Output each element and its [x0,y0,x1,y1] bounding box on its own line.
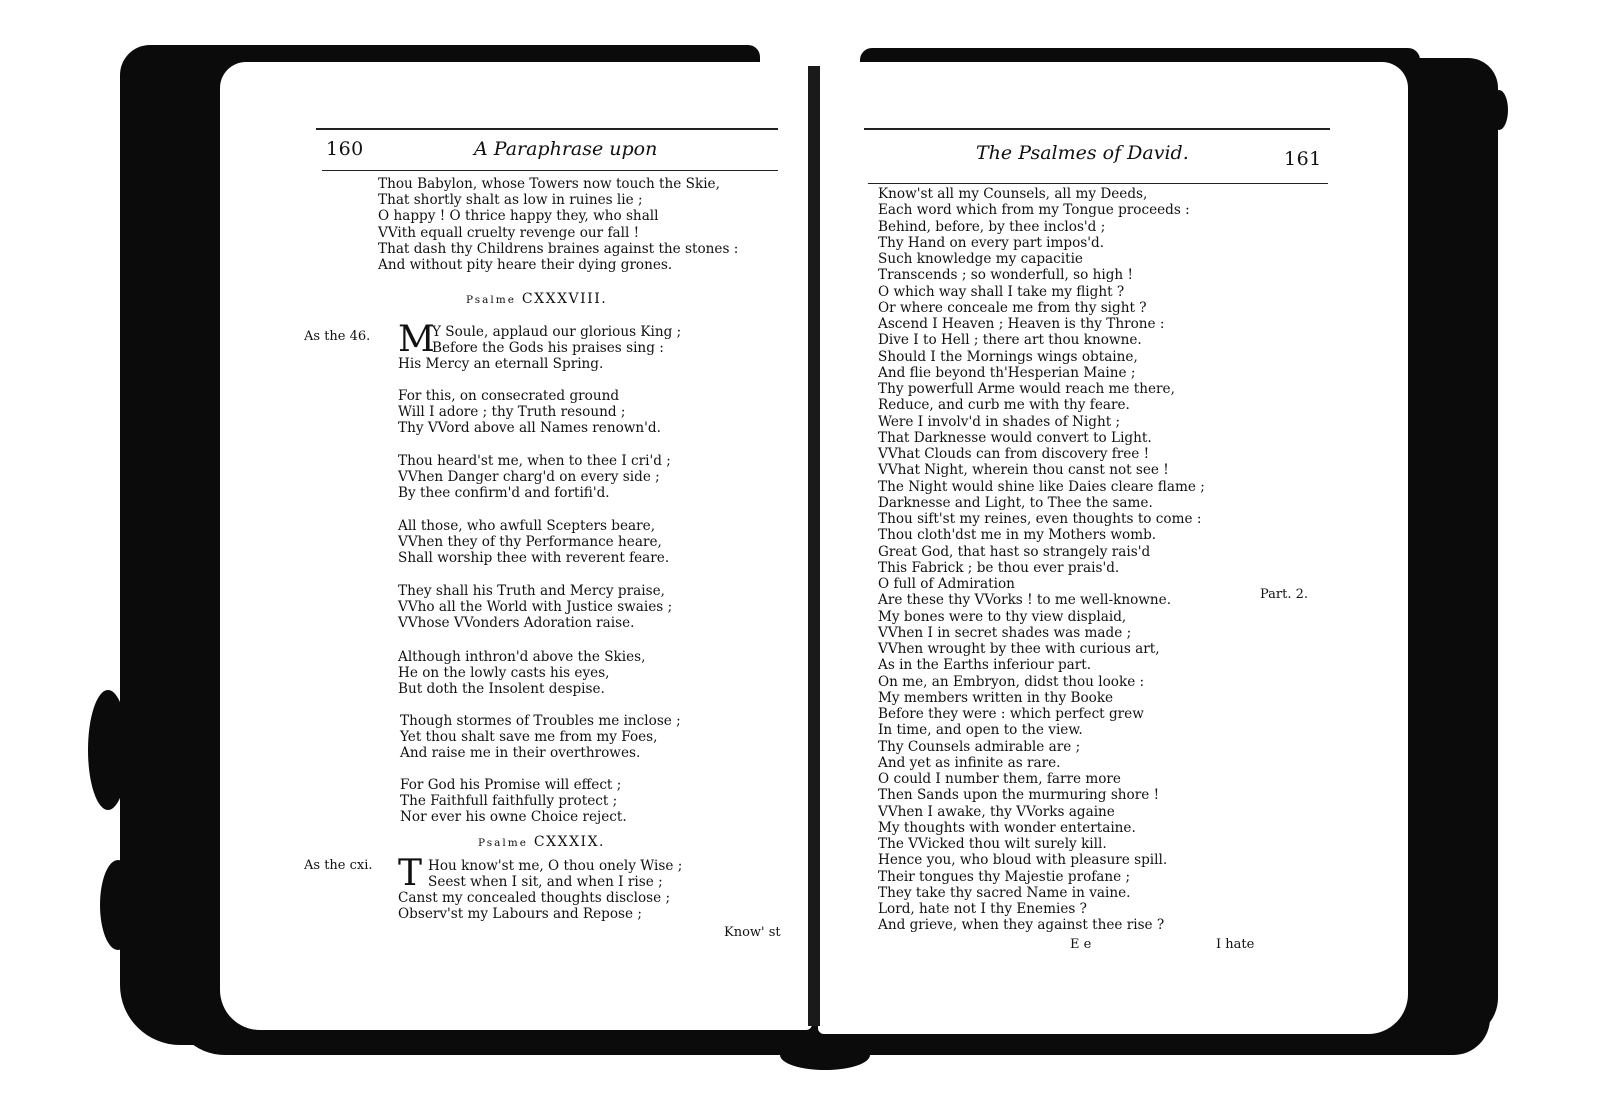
psalm-139-opening-cont: Canst my concealed thoughts disclose ; Observ'st my Labours and Repose ; [398,890,671,922]
psalm-138-stanza-2: For this, on consecrated ground Will I adore ; thy Truth resound ; Thy VVord above all Names renown'd. [398,388,661,436]
right-top-rule [864,128,1330,130]
psalm-138-stanza-3: Thou heard'st me, when to thee I cri'd ; VVhen Danger charg'd on every side ; By thee confirm'd and fortifi'd. [398,453,671,501]
scan-speck [88,690,128,810]
verse-line: As in the Earths inferiour part. [878,657,1092,674]
verse-line: VVhen I in secret shades was made ; [878,624,1132,641]
psalm-138-title: Psalme CXXXVIII. [466,291,608,307]
verse-line: Should I the Mornings wings obtaine, [878,348,1138,365]
left-catchword: Know' st [724,925,781,940]
verse-line: That dash thy Childrens braines against the stones : [378,240,739,257]
verse-line: In time, and open to the view. [878,722,1083,739]
verse-line: Transcends ; so wonderfull, so high ! [878,267,1133,284]
verse-line: Lord, hate not I thy Enemies ? [878,901,1087,917]
left-running-head: A Paraphrase upon [474,138,658,160]
psalm-139-margin-note: As the cxi. [304,858,373,873]
verse-line: Hence you, who bloud with pleasure spill. [878,852,1168,869]
verse-line: That shortly shalt as low in ruines lie ; [378,192,643,209]
verse-line: And without pity heare their dying grones. [378,256,673,273]
verse-line: This Fabrick ; be thou ever prais'd. [878,559,1120,576]
verse-line: Then Sands upon the murmuring shore ! [878,787,1160,804]
verse-line: Thou cloth'dst me in my Mothers womb. [878,527,1157,544]
verse-line: Thou sift'st my reines, even thoughts to come : [878,511,1202,527]
book-gutter [808,66,820,1026]
left-top-verse [378,176,738,273]
verse-line: Are these thy VVorks ! to me well-knowne. [878,592,1172,609]
verse-line: Ascend I Heaven ; Heaven is thy Throne : [878,316,1165,332]
psalm-138-stanza-1-end: His Mercy an eternall Spring. [398,356,604,372]
verse-line: And grieve, when they against thee rise ? [878,917,1165,934]
left-head-rule [322,170,778,171]
psalm-138-drop-cap: M [398,319,435,360]
verse-line: Darknesse and Light, to Thee the same. [878,494,1153,511]
verse-line: O which way shall I take my flight ? [878,283,1125,300]
psalm-138-stanza-6: Although inthron'd above the Skies, He on the lowly casts his eyes, But doth the Insolent despise. [398,649,646,697]
verse-line: Thy powerfull Arme would reach me there, [878,381,1175,397]
right-running-head: The Psalmes of David. [976,142,1189,164]
right-margin-note: Part. 2. [1260,587,1309,602]
verse-line: They take thy sacred Name in vaine. [878,884,1131,901]
verse-line: Great God, that hast so strangely rais'd [878,543,1151,560]
verse-line: That Darknesse would convert to Light. [878,429,1152,446]
psalm-139-opening: Hou know'st me, O thou onely Wise ; Seest when I sit, and when I rise ; [428,858,683,890]
verse-line: VVith equall cruelty revenge our fall ! [378,224,640,241]
verse-line: VVhat Night, wherein thou canst not see ! [878,462,1169,479]
verse-line: Thy Counsels admirable are ; [878,738,1081,755]
scan-speck [780,1040,870,1070]
verse-line: O happy ! O thrice happy they, who shall [378,208,659,225]
verse-line: Reduce, and curb me with thy feare. [878,397,1130,414]
verse-line: Thou Babylon, whose Towers now touch the Skie, [378,176,720,192]
psalm-138-stanza-8: For God his Promise will effect ; The Faithfull faithfully protect ; Nor ever his owne Choice reject. [400,777,627,825]
verse-line: VVhen I awake, thy VVorks againe [878,803,1115,820]
left-page-number: 160 [326,138,364,160]
psalm-138-stanza-7: Though stormes of Troubles me inclose ; Yet thou shalt save me from my Foes, And raise me in their overthrowes. [400,713,681,761]
verse-line: Dive I to Hell ; there art thou knowne. [878,332,1142,349]
verse-line: My bones were to thy view displaid, [878,608,1127,625]
psalm-139-drop-cap: T [398,853,423,894]
verse-line: Know'st all my Counsels, all my Deeds, [878,186,1148,202]
left-top-rule [316,128,778,130]
verse-line: And yet as infinite as rare. [878,754,1061,771]
verse-line: On me, an Embryon, didst thou looke : [878,673,1145,690]
verse-line: Behind, before, by thee inclos'd ; [878,218,1106,235]
verse-line: Their tongues thy Majestie profane ; [878,868,1131,885]
verse-line: The Night would shine like Daies cleare flame ; [878,478,1205,495]
verse-line: Such knowledge my capacitie [878,251,1083,267]
psalm-139-title: Psalme CXXXIX. [478,834,605,850]
verse-line: VVhen wrought by thee with curious art, [878,641,1160,657]
right-page-number: 161 [1284,148,1322,170]
psalm-138-stanza-4: All those, who awfull Scepters beare, VVhen they of thy Performance heare, Shall worship thee with reverent feare. [398,518,670,566]
verse-line: Each word which from my Tongue proceeds : [878,202,1190,219]
scan-speck [1490,90,1508,130]
right-signature-mark: E e [1070,937,1092,952]
right-catchword: I hate [1216,937,1255,952]
verse-line: My members written in thy Booke [878,689,1114,706]
verse-line: And flie beyond th'Hesperian Maine ; [878,364,1136,381]
right-verse-block [878,186,1205,934]
verse-line: Or where conceale me from thy sight ? [878,299,1147,316]
psalm-138-stanza-1: Y Soule, applaud our glorious King ; Before the Gods his praises sing : [432,324,682,356]
verse-line: Were I involv'd in shades of Night ; [878,413,1121,430]
psalm-138-stanza-5: They shall his Truth and Mercy praise, VVho all the World with Justice swaies ; VVhose VVonders Adoration raise. [398,583,673,631]
psalm-138-margin-note: As the 46. [304,329,371,344]
right-head-rule [868,183,1328,184]
scan-speck [100,860,136,950]
verse-line: O full of Admiration [878,576,1015,592]
verse-line: The VVicked thou wilt surely kill. [878,836,1107,852]
verse-line: My thoughts with wonder entertaine. [878,819,1136,836]
verse-line: Before they were : which perfect grew [878,706,1144,722]
verse-line: O could I number them, farre more [878,771,1121,787]
verse-line: Thy Hand on every part impos'd. [878,234,1105,251]
verse-line: VVhat Clouds can from discovery free ! [878,446,1150,462]
